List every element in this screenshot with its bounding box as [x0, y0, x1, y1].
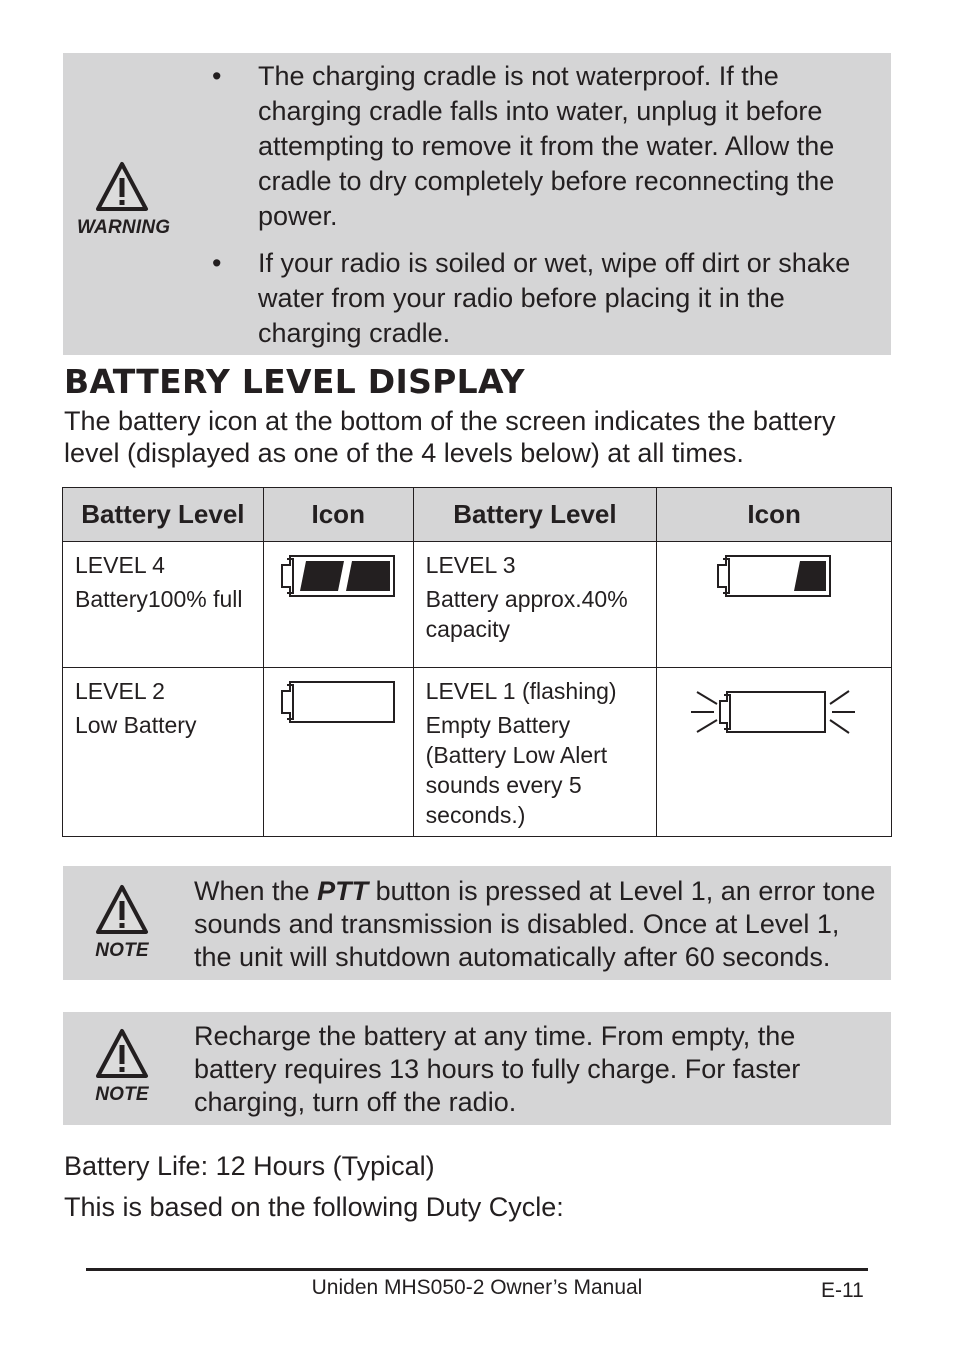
header-cell: Battery Level: [63, 488, 264, 542]
warning-text: If your radio is soiled or wet, wipe off dirt or shake water from your radio before placing it in the charging cradle.: [258, 248, 851, 348]
table-row: [63, 542, 892, 668]
level-name: LEVEL 3: [425, 552, 516, 578]
note-text: [194, 875, 881, 974]
header-cell: Icon: [263, 488, 413, 542]
warning-item: • The charging cradle is not waterproof. If the charging cradle falls into water, unplug it before attempting to remove it from the water. Allow the cradle to dry completely before reconnecting the power.: [212, 61, 835, 231]
level-name: LEVEL 4: [75, 552, 165, 578]
note-symbol: [77, 1028, 167, 1106]
level-description: Low Battery: [75, 712, 197, 738]
level-description: Battery100% full: [75, 586, 243, 612]
battery-life-text: Battery Life: 12 Hours (Typical): [64, 1151, 435, 1181]
level-name: LEVEL 1 (flashing): [425, 678, 617, 704]
warning-triangle-icon: [95, 1028, 149, 1080]
ptt-keyword: PTT: [317, 876, 369, 906]
warning-label: WARNING: [77, 217, 171, 238]
table-header-row: [63, 488, 892, 542]
icon-cell: [657, 542, 892, 668]
battery-level-table: [62, 487, 892, 837]
icon-cell: [263, 542, 413, 668]
warning-item: • If your radio is soiled or wet, wipe off dirt or shake water from your radio before placing it in the charging cradle.: [212, 248, 851, 348]
warning-symbol: [77, 161, 171, 239]
level-cell: [413, 668, 657, 837]
battery-full-icon: [280, 554, 396, 598]
page-number: E-11: [821, 1279, 864, 1302]
warning-triangle-icon: [95, 884, 149, 936]
icon-cell: [263, 668, 413, 837]
battery-empty-flashing-icon: [689, 688, 859, 736]
note-box-ptt: [63, 866, 891, 980]
note-text-prefix: When the: [194, 876, 318, 906]
level-cell: [413, 542, 657, 668]
level-cell: [63, 542, 264, 668]
level-description: Battery approx.40% capacity: [425, 586, 628, 642]
level-description: Empty Battery (Battery Low Alert sounds every 5 seconds.): [425, 712, 608, 828]
warning-triangle-icon: [95, 161, 149, 213]
note-text: Recharge the battery at any time. From empty, the battery requires 13 hours to fully charge. For faster charging, turn off the radio.: [194, 1021, 801, 1117]
icon-cell: [657, 668, 892, 837]
note-text-suffix: button is pressed at Level 1, an error tone sounds and transmission is disabled. Once at Level 1, the unit will shutdown automatically after 60 seconds.: [194, 876, 876, 972]
note-box-recharge: [63, 1012, 891, 1125]
section-heading: BATTERY LEVEL DISPLAY: [64, 362, 525, 401]
section-intro: The battery icon at the bottom of the screen indicates the battery level (displayed as one of the 4 levels below) at all times.: [64, 406, 836, 468]
warning-list: [208, 59, 877, 363]
duty-cycle-text: This is based on the following Duty Cycle:: [64, 1192, 564, 1222]
note-symbol: [77, 884, 167, 962]
level-name: LEVEL 2: [75, 678, 165, 704]
warning-box: [63, 53, 891, 355]
note-label: NOTE: [95, 1084, 149, 1105]
footer-rule: [86, 1268, 868, 1271]
header-cell: Icon: [657, 488, 892, 542]
warning-text: The charging cradle is not waterproof. If the charging cradle falls into water, unplug it before attempting to remove it from the water. Allow the cradle to dry completely before reconnecting the power.: [258, 61, 835, 231]
level-cell: [63, 668, 264, 837]
footer-title: Uniden MHS050-2 Owner’s Manual: [311, 1276, 643, 1299]
battery-low-icon: [280, 680, 396, 724]
battery-half-icon: [716, 554, 832, 598]
table-row: [63, 668, 892, 837]
note-label: NOTE: [95, 940, 149, 961]
header-cell: Battery Level: [413, 488, 657, 542]
